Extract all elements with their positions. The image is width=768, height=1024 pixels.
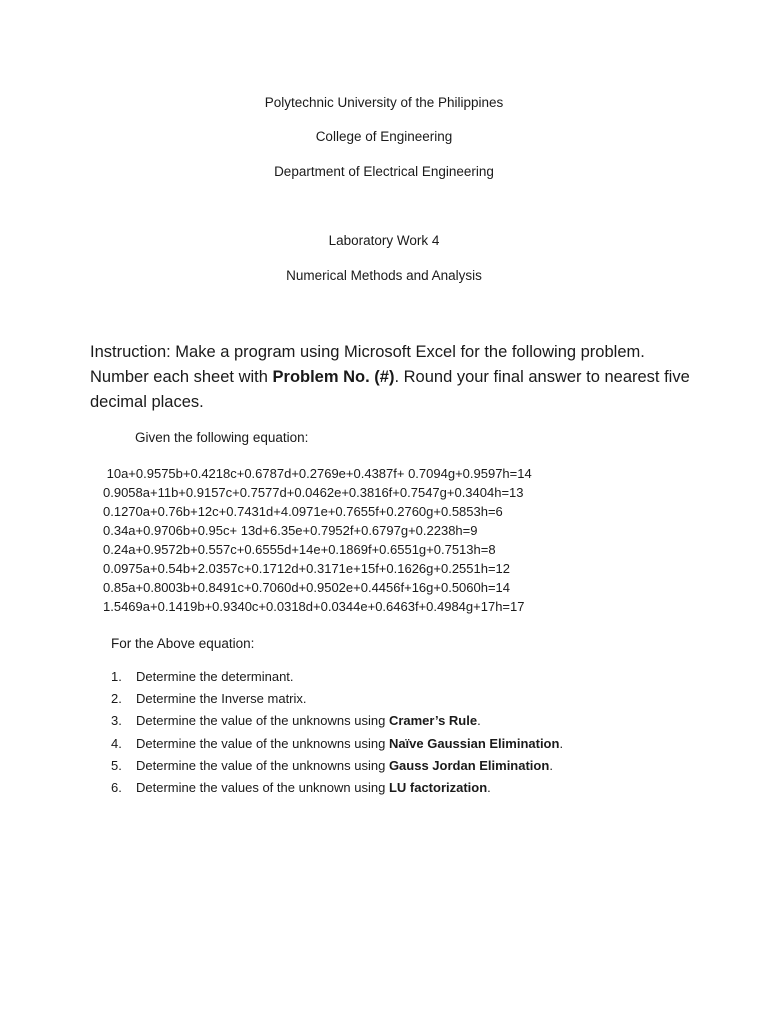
equation-line: 1.5469a+0.1419b+0.9340c+0.0318d+0.0344e+0.6463f+0.4984g+17h=17: [103, 599, 525, 614]
instruction-paragraph: [90, 340, 700, 415]
task-item: [111, 691, 563, 713]
task-text: Determine the value of the unknowns using: [136, 757, 389, 773]
equation-line: 0.24a+0.9572b+0.557c+0.6555d+14e+0.1869f+0.6551g+0.7513h=8: [103, 542, 496, 557]
equation-line: 0.34a+0.9706b+0.95c+ 13d+6.35e+0.7952f+0.6797g+0.2238h=9: [103, 523, 478, 538]
task-text: Determine the Inverse matrix.: [136, 691, 307, 707]
instruction-bold-text: Problem No. (#): [272, 368, 395, 386]
task-tail: .: [549, 757, 553, 773]
task-number: 5.: [111, 757, 122, 773]
for-above-label: For the Above equation:: [111, 636, 255, 651]
course-title: Numerical Methods and Analysis: [286, 268, 482, 283]
college-name: College of Engineering: [315, 129, 453, 144]
task-bold: Naïve Gaussian Elimination: [388, 735, 560, 751]
task-text: Determine the value of the unknowns using: [136, 713, 389, 729]
equation-line: 0.9058a+11b+0.9157c+0.7577d+0.0462e+0.3816f+0.7547g+0.3404h=13: [103, 485, 524, 500]
task-number: 4.: [111, 735, 122, 751]
equation-line: 0.85a+0.8003b+0.8491c+0.7060d+0.9502e+0.4456f+16g+0.5060h=14: [103, 580, 511, 595]
task-text: Determine the determinant.: [136, 669, 294, 684]
task-number: 3.: [111, 713, 122, 729]
equation-line: 0.1270a+0.76b+12c+0.7431d+4.0971e+0.7655f+0.2760g+0.5853h=6: [103, 504, 503, 519]
task-text: Determine the values of the unknown using: [136, 779, 389, 795]
task-item: [111, 736, 563, 758]
task-list: [111, 669, 563, 802]
task-tail: .: [487, 779, 491, 795]
task-item: [111, 758, 563, 780]
equation-list: [103, 464, 532, 616]
task-number: 2.: [111, 691, 122, 707]
instruction-text-end: . Round your final answer to nearest five decimal places.: [90, 368, 690, 411]
instruction-text: Instruction: Make a program using Microsoft Excel for the following problem. Number each sheet with: [90, 343, 645, 386]
task-bold: Cramer’s Rule: [388, 713, 478, 729]
university-name: Polytechnic University of the Philippines: [264, 95, 504, 110]
equation-line: 10a+0.9575b+0.4218c+0.6787d+0.2769e+0.4387f+ 0.7094g+0.9597h=14: [103, 466, 532, 481]
task-number: 6.: [111, 779, 122, 795]
task-tail: .: [559, 735, 564, 751]
equation-line: 0.0975a+0.54b+2.0357c+0.1712d+0.3171e+15f+0.1626g+0.2551h=12: [103, 561, 511, 576]
task-number: 1.: [111, 669, 122, 684]
task-item: [111, 780, 563, 802]
task-item: [111, 713, 563, 735]
task-text: Determine the value of the unknowns using: [136, 735, 389, 751]
given-label: Given the following equation:: [135, 430, 309, 445]
task-tail: .: [477, 713, 481, 729]
task-bold: Gauss Jordan Elimination: [388, 757, 550, 773]
lab-work-title: Laboratory Work 4: [328, 233, 440, 248]
task-item: [111, 669, 563, 691]
department-name: Department of Electrical Engineering: [274, 164, 494, 179]
task-bold: LU factorization: [388, 779, 488, 795]
